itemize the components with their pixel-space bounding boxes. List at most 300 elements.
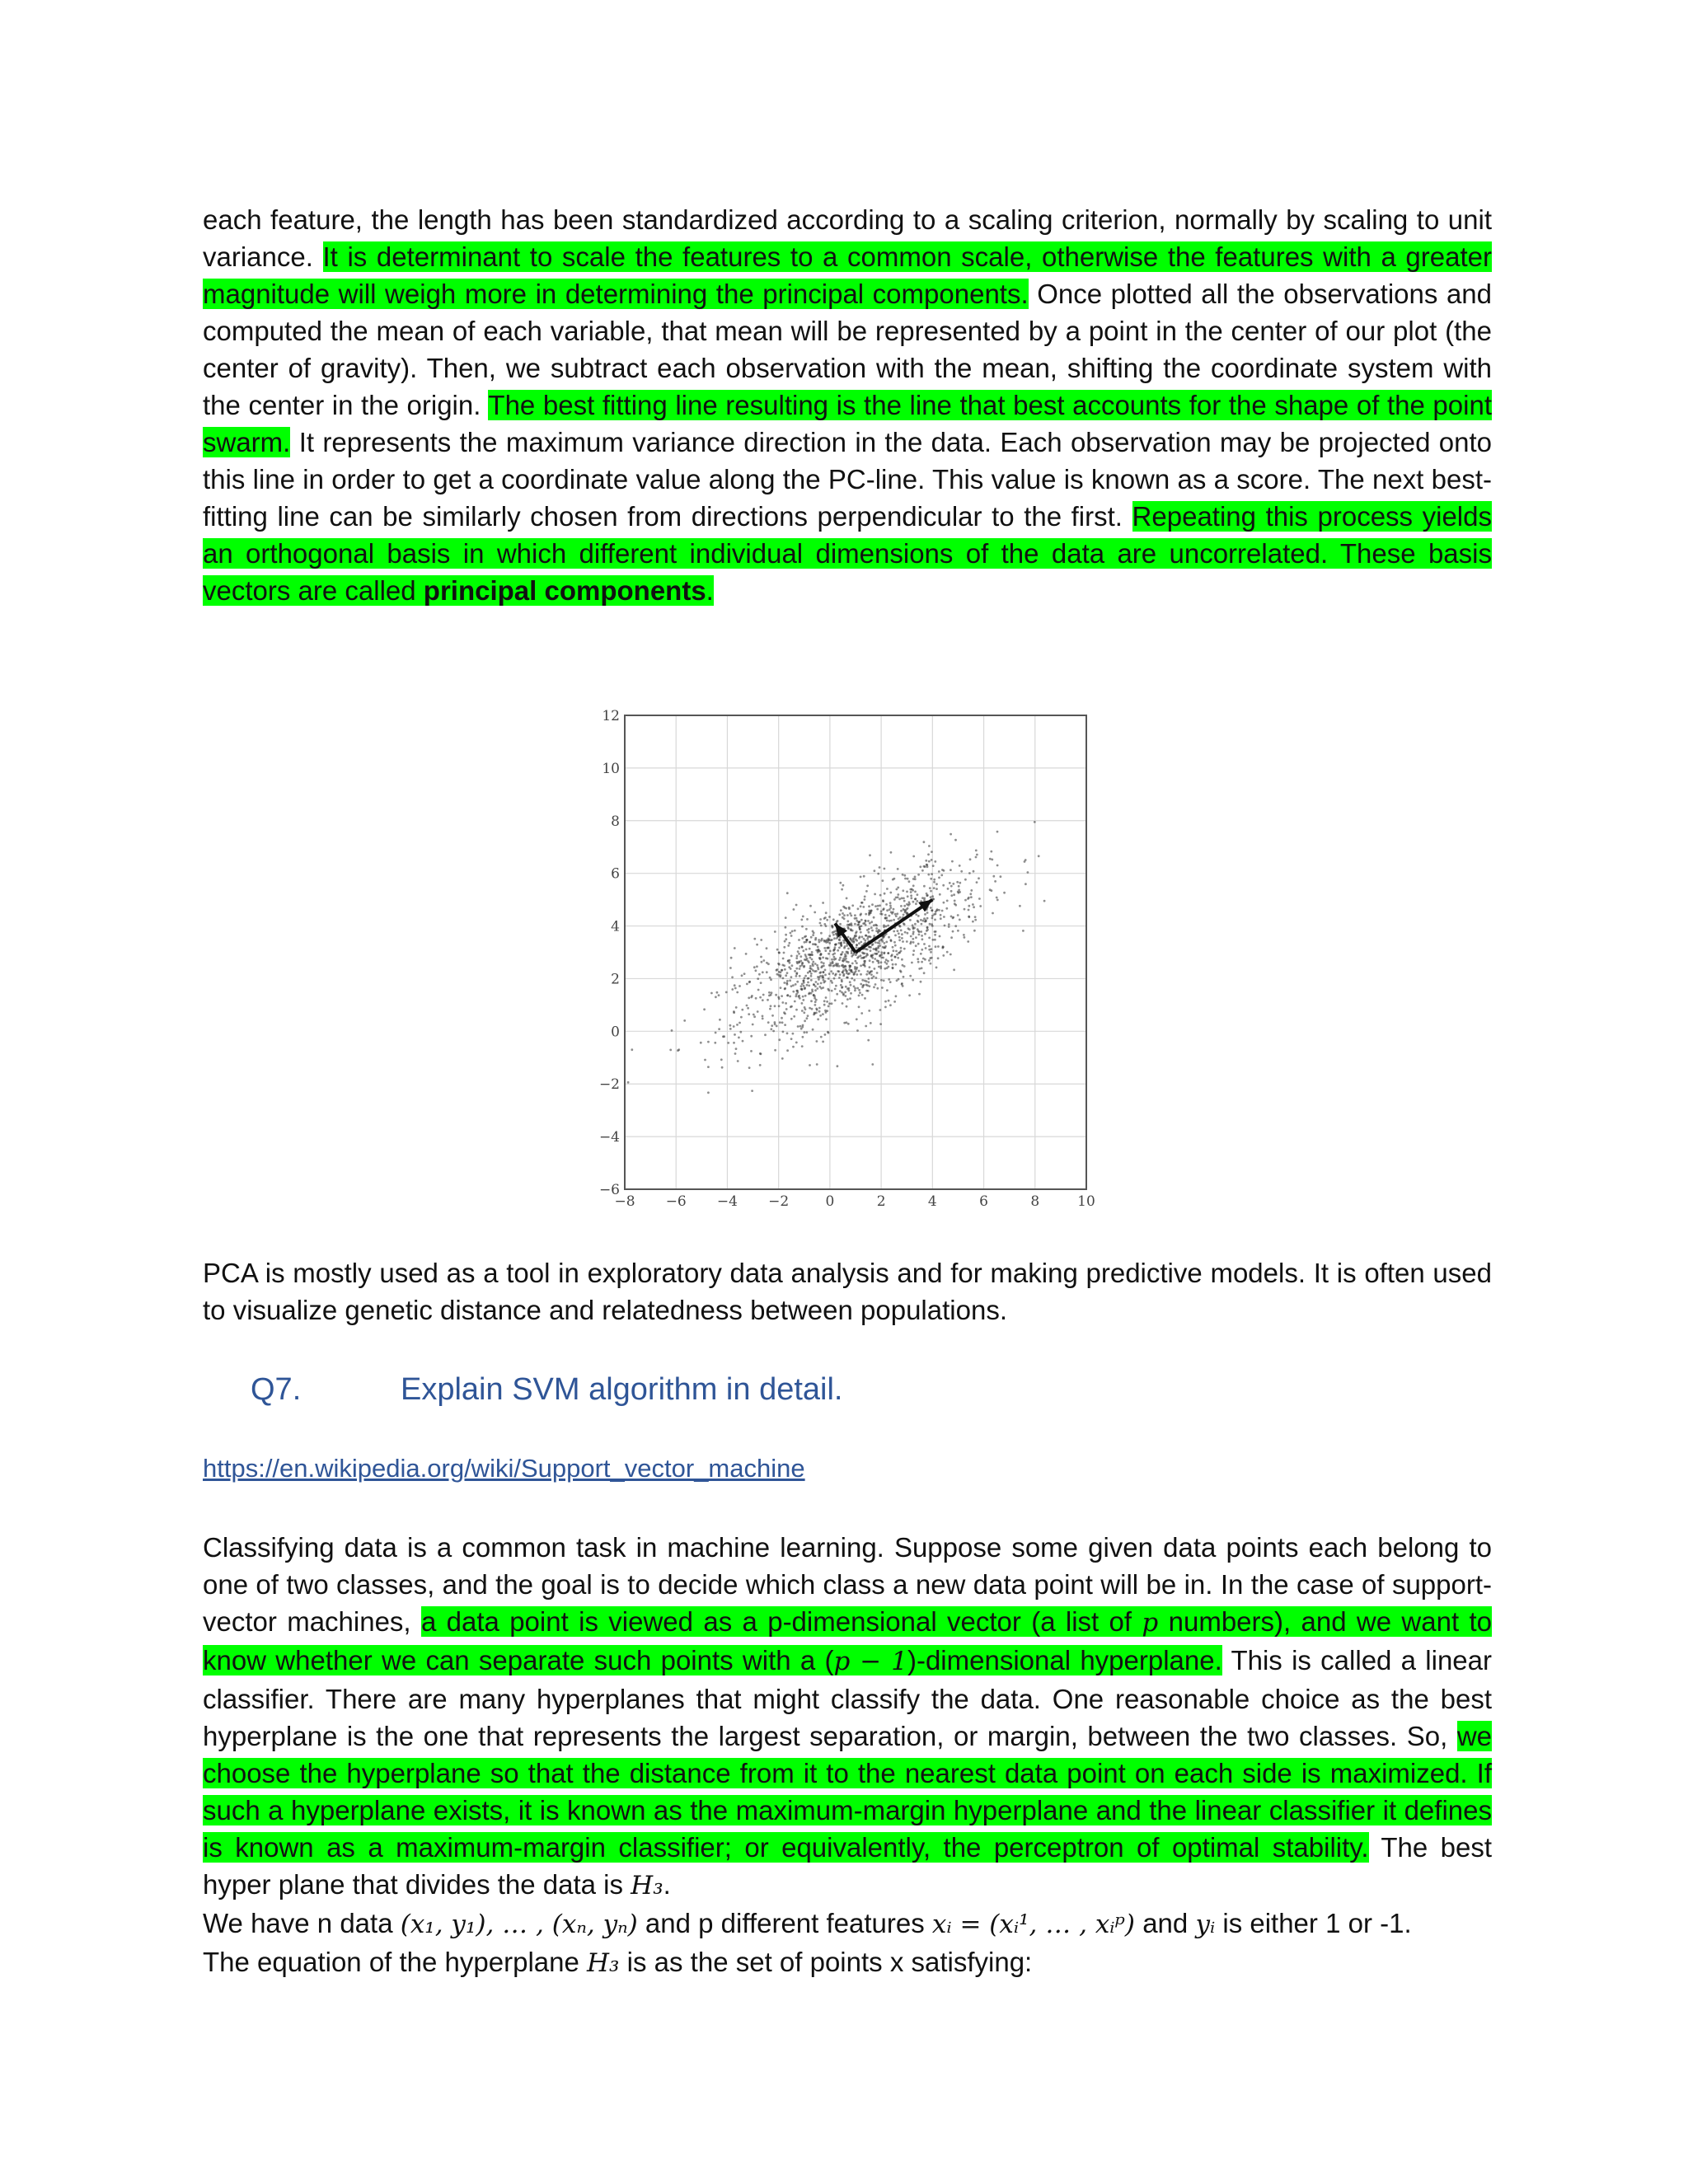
data-point — [934, 919, 936, 921]
data-point — [816, 987, 818, 990]
data-point — [826, 919, 828, 921]
data-point — [750, 1050, 753, 1052]
data-point — [868, 977, 870, 980]
data-point — [780, 987, 782, 989]
data-point — [954, 900, 956, 902]
data-point — [710, 992, 713, 995]
data-point — [794, 1001, 796, 1003]
data-point — [818, 1010, 821, 1013]
data-point — [683, 1019, 686, 1022]
data-point — [880, 961, 883, 963]
data-point — [886, 909, 889, 912]
data-point — [785, 938, 787, 940]
data-point — [976, 881, 978, 883]
data-point — [869, 922, 871, 925]
data-point — [781, 1001, 784, 1004]
data-point — [972, 903, 974, 906]
data-point — [900, 905, 903, 907]
data-point — [824, 969, 827, 972]
data-point — [895, 915, 898, 917]
data-point — [810, 979, 813, 982]
data-point — [775, 994, 777, 996]
data-point — [880, 954, 883, 956]
data-point — [910, 941, 912, 944]
data-point — [973, 906, 975, 908]
data-point — [991, 889, 993, 892]
data-point — [871, 944, 874, 946]
data-point — [860, 1012, 863, 1015]
data-point — [783, 982, 785, 984]
data-point — [731, 976, 734, 978]
data-point — [795, 983, 797, 986]
data-point — [796, 981, 799, 983]
data-point — [910, 891, 912, 893]
data-point — [923, 943, 926, 945]
data-point — [914, 891, 917, 893]
data-point — [769, 977, 771, 979]
data-point — [804, 1019, 806, 1022]
data-point — [861, 979, 864, 982]
data-point — [925, 919, 927, 921]
data-point — [833, 949, 836, 951]
data-point — [897, 957, 899, 959]
data-point — [844, 991, 846, 993]
text-run: is either 1 or -1. — [1215, 1908, 1412, 1938]
data-point — [817, 976, 819, 978]
data-point — [886, 888, 889, 890]
data-point — [881, 913, 884, 916]
data-point — [907, 904, 910, 907]
data-point — [908, 880, 911, 883]
data-point — [707, 1091, 710, 1094]
data-point — [729, 967, 732, 969]
data-point — [828, 972, 831, 975]
data-point — [912, 884, 915, 887]
data-point — [812, 961, 814, 963]
data-point — [926, 929, 929, 931]
data-point — [861, 935, 864, 938]
data-point — [770, 994, 772, 996]
data-point — [817, 946, 819, 949]
data-point — [748, 1066, 751, 1069]
data-point — [801, 1002, 804, 1005]
data-point — [805, 955, 808, 958]
data-point — [734, 987, 737, 990]
data-point — [865, 920, 867, 922]
data-point — [968, 872, 971, 874]
principal-components-term: principal components — [423, 575, 706, 606]
data-point — [839, 882, 842, 884]
data-point — [753, 1015, 756, 1018]
data-point — [820, 932, 823, 935]
data-point — [885, 926, 888, 928]
data-point — [755, 997, 757, 1000]
data-point — [841, 954, 843, 956]
data-point — [870, 955, 873, 958]
data-point — [806, 1017, 809, 1019]
data-point — [893, 908, 895, 911]
data-point — [721, 1066, 724, 1069]
data-point — [928, 959, 931, 962]
data-point — [860, 876, 862, 879]
data-point — [835, 958, 837, 960]
data-point — [832, 965, 835, 968]
data-point — [801, 926, 804, 928]
data-point — [819, 1015, 822, 1017]
data-point — [804, 977, 806, 979]
data-point — [870, 973, 873, 976]
data-point — [790, 968, 792, 970]
data-point — [910, 897, 912, 899]
data-point — [884, 917, 887, 920]
data-point — [864, 922, 866, 925]
data-point — [870, 949, 872, 952]
data-point — [778, 971, 781, 973]
data-point — [935, 883, 938, 885]
data-point — [842, 1002, 844, 1005]
data-point — [992, 875, 995, 878]
data-point — [849, 937, 851, 940]
data-point — [836, 993, 838, 996]
data-point — [840, 984, 842, 987]
data-point — [845, 969, 847, 972]
data-point — [976, 854, 978, 856]
data-point — [884, 1001, 887, 1003]
data-point — [803, 1031, 805, 1033]
data-point — [860, 983, 862, 986]
data-point — [814, 963, 817, 965]
data-point — [929, 957, 931, 959]
data-point — [804, 935, 807, 938]
data-point — [929, 887, 931, 889]
data-point — [770, 1005, 772, 1007]
data-point — [874, 941, 877, 944]
data-point — [891, 958, 893, 961]
data-point — [851, 977, 853, 980]
data-point — [992, 912, 994, 915]
y-tick-label: −2 — [598, 1076, 620, 1094]
data-point — [783, 952, 785, 954]
data-point — [825, 941, 828, 944]
data-point — [935, 913, 937, 916]
data-point — [819, 975, 822, 977]
data-point — [800, 960, 803, 963]
data-point — [854, 923, 856, 926]
data-point — [854, 914, 856, 916]
data-point — [931, 915, 934, 917]
data-point — [989, 858, 992, 860]
data-point — [790, 1005, 793, 1008]
data-point — [810, 972, 813, 975]
text-run: and — [1135, 1908, 1196, 1938]
data-point — [880, 939, 883, 941]
data-point — [950, 894, 953, 897]
data-point — [952, 883, 954, 885]
data-point — [803, 985, 805, 987]
data-point — [899, 916, 902, 919]
data-point — [762, 971, 764, 973]
data-point — [889, 905, 892, 907]
data-point — [828, 1002, 831, 1005]
data-point — [832, 926, 834, 929]
data-point — [935, 967, 938, 969]
data-point — [918, 934, 921, 936]
data-point — [764, 1033, 767, 1036]
data-point — [963, 934, 965, 936]
data-point — [798, 939, 800, 941]
data-point — [746, 1005, 748, 1007]
data-point — [795, 904, 798, 907]
data-point — [846, 920, 849, 922]
data-point — [859, 921, 861, 923]
data-point — [875, 927, 878, 930]
data-point — [846, 1005, 848, 1008]
data-point — [847, 961, 850, 963]
data-point — [864, 962, 866, 964]
data-point — [825, 1018, 828, 1020]
text-run: is as the set of points x satisfying: — [619, 1947, 1033, 1977]
data-point — [828, 977, 830, 980]
data-point — [964, 936, 966, 939]
data-point — [921, 935, 923, 937]
data-point — [873, 948, 875, 950]
data-point — [860, 905, 862, 907]
data-point — [874, 869, 876, 872]
data-point — [774, 1021, 776, 1024]
data-point — [888, 1000, 890, 1002]
data-point — [920, 953, 922, 955]
data-point — [860, 913, 862, 916]
y-tick-label: −6 — [598, 1182, 620, 1198]
data-point — [790, 955, 793, 958]
data-point — [830, 970, 832, 972]
data-point — [864, 898, 866, 901]
data-point — [800, 919, 803, 921]
data-point — [731, 988, 734, 991]
data-point — [953, 893, 955, 896]
data-point — [944, 925, 946, 927]
math-data-pairs: (x₁, y₁), … , (xₙ, yₙ) — [400, 1910, 638, 1939]
svm-explanation — [203, 1529, 1492, 1982]
data-point — [878, 950, 880, 953]
data-point — [808, 961, 810, 963]
data-point — [856, 946, 858, 949]
data-point — [931, 909, 934, 912]
data-point — [930, 907, 932, 909]
data-point — [865, 984, 868, 987]
data-point — [938, 877, 940, 879]
data-point — [879, 866, 881, 869]
data-point — [815, 981, 818, 983]
data-point — [856, 962, 858, 964]
data-point — [814, 995, 816, 997]
data-point — [748, 981, 751, 983]
data-point — [893, 1001, 896, 1003]
data-point — [851, 940, 854, 943]
pca-scatter-figure — [593, 707, 1121, 1212]
data-point — [904, 878, 907, 880]
data-point — [856, 1018, 858, 1020]
data-point — [875, 977, 878, 979]
data-point — [849, 965, 851, 968]
data-point — [942, 945, 945, 948]
data-point — [820, 987, 823, 990]
data-point — [782, 958, 785, 960]
data-point — [809, 965, 812, 968]
data-point — [795, 975, 798, 977]
data-point — [821, 938, 823, 940]
data-point — [714, 1042, 716, 1044]
data-point — [898, 978, 900, 981]
data-point — [784, 1024, 786, 1026]
data-point — [849, 981, 851, 983]
data-point — [776, 949, 779, 951]
data-point — [885, 958, 888, 961]
data-point — [958, 889, 960, 892]
x-tick-label: 6 — [979, 1193, 988, 1210]
data-point — [753, 1014, 755, 1016]
data-point — [895, 950, 898, 953]
data-point — [901, 958, 903, 961]
data-point — [825, 996, 828, 999]
data-point — [868, 945, 870, 948]
data-point — [923, 865, 926, 868]
data-point — [799, 1025, 802, 1028]
data-point — [864, 997, 866, 1000]
data-point — [820, 961, 823, 963]
data-point — [671, 1029, 673, 1032]
data-point — [720, 1058, 723, 1061]
data-point — [917, 943, 920, 945]
text-run: The equation of the hyperplane — [203, 1947, 588, 1977]
data-point — [802, 916, 804, 918]
data-point — [741, 974, 743, 977]
data-point — [833, 977, 836, 980]
data-point — [996, 897, 998, 899]
data-point — [879, 1023, 882, 1025]
data-point — [923, 885, 926, 888]
data-point — [861, 952, 864, 954]
data-point — [861, 994, 864, 996]
data-point — [869, 854, 871, 856]
data-point — [908, 901, 911, 903]
data-point — [843, 973, 846, 976]
data-point — [826, 1001, 828, 1003]
data-point — [867, 920, 870, 922]
data-point — [811, 1008, 814, 1010]
data-point — [750, 1035, 753, 1038]
data-point — [813, 1014, 815, 1016]
data-point — [870, 1022, 872, 1024]
data-point — [967, 940, 969, 943]
data-point — [978, 877, 980, 879]
data-point — [874, 893, 876, 896]
data-point — [943, 902, 945, 904]
wikipedia-link[interactable]: https://en.wikipedia.org/wiki/Support_vector_machine — [203, 1454, 805, 1483]
data-point — [945, 907, 948, 910]
data-point — [843, 1022, 846, 1024]
data-point — [707, 1041, 710, 1043]
data-point — [747, 1007, 749, 1010]
data-point — [852, 954, 855, 956]
data-point — [823, 971, 825, 973]
data-point — [886, 989, 889, 991]
data-point — [914, 923, 917, 926]
data-point — [762, 959, 765, 962]
data-point — [865, 935, 867, 937]
data-point — [912, 954, 915, 956]
data-point — [877, 873, 879, 875]
data-point — [815, 949, 818, 952]
pca-usage-paragraph — [203, 1254, 1492, 1329]
data-point — [901, 898, 903, 900]
text-run: Classifying data is a common task in machine learning. Suppose some given data points each belong to one of two classes, and the goal is to decide which class a new data point will be in. In the case of support-vector machines, — [203, 1532, 1492, 1637]
data-point — [950, 954, 952, 956]
data-point — [860, 931, 862, 934]
data-point — [889, 915, 891, 917]
data-point — [812, 943, 814, 945]
data-point — [912, 979, 914, 982]
data-point — [748, 1013, 750, 1015]
data-point — [786, 980, 789, 982]
data-point — [939, 935, 941, 938]
data-point — [718, 1028, 720, 1030]
data-point — [733, 1042, 735, 1044]
data-point — [926, 865, 929, 868]
data-point — [954, 925, 957, 927]
data-point — [959, 891, 961, 893]
data-point — [917, 930, 920, 932]
data-point — [874, 983, 877, 986]
data-point — [816, 1040, 818, 1043]
data-point — [876, 959, 879, 962]
data-point — [784, 988, 786, 991]
data-point — [843, 914, 846, 916]
data-point — [911, 888, 913, 891]
question-number: Q7. — [251, 1372, 302, 1407]
data-point — [799, 997, 801, 1000]
data-point — [800, 985, 803, 987]
data-point — [805, 928, 808, 930]
data-point — [703, 1008, 706, 1010]
data-point — [909, 975, 912, 977]
data-point — [846, 926, 849, 929]
data-point — [906, 940, 908, 943]
data-point — [846, 951, 848, 954]
data-point — [785, 916, 787, 919]
data-point — [935, 909, 938, 912]
data-point — [917, 874, 920, 876]
data-point — [860, 964, 862, 967]
data-point — [996, 831, 999, 833]
data-point — [835, 963, 837, 965]
data-point — [884, 893, 886, 895]
data-point — [809, 957, 812, 959]
data-point — [870, 971, 872, 973]
data-point — [817, 968, 819, 971]
data-point — [959, 882, 961, 884]
data-point — [824, 949, 827, 952]
data-point — [898, 936, 901, 939]
data-point — [716, 991, 719, 994]
data-point — [837, 920, 839, 922]
data-point — [973, 870, 975, 873]
data-point — [786, 972, 789, 974]
data-point — [736, 991, 738, 994]
data-point — [979, 905, 982, 907]
data-point — [876, 908, 879, 911]
data-point — [943, 916, 945, 918]
